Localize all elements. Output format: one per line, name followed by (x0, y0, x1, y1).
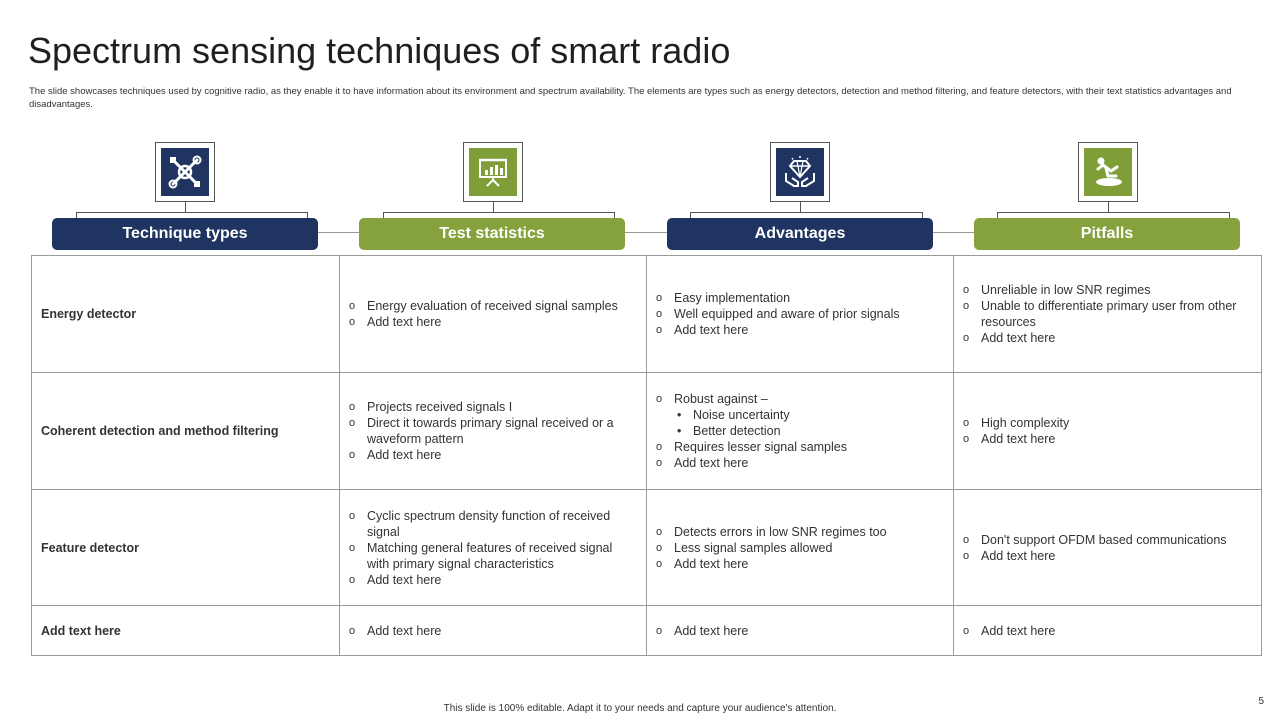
person-falling-icon (1084, 148, 1132, 196)
list-item: o Requires lesser signal samples (655, 439, 941, 455)
advantages-cell (647, 490, 954, 606)
table-row (32, 256, 1262, 373)
list-item-lead: Robust against – (674, 392, 768, 406)
header-test-statistics: Test statistics (359, 218, 625, 250)
test-statistics-cell (340, 490, 647, 606)
list-item: o Add text here (655, 322, 941, 338)
bullet-list (962, 532, 1249, 564)
slide-subtitle: The slide showcases techniques used by cognitive radio, as they enable it to have information about its environment and spectrum availability. The elements are types such as energy detectors, detection and method filtering, and feature detectors, with their text statistics advantages and disadvantages. (29, 86, 1232, 110)
list-item: o Projects received signals I (348, 399, 634, 415)
bullet-list (655, 391, 941, 471)
bullet-list (655, 290, 941, 338)
test-statistics-cell (340, 606, 647, 656)
header-advantages: Advantages (667, 218, 933, 250)
list-item: o Easy implementation (655, 290, 941, 306)
advantages-cell (647, 256, 954, 373)
icon-stem (1108, 202, 1109, 212)
list-item: o Add text here (962, 330, 1249, 346)
icon-stem (800, 202, 801, 212)
presentation-chart-icon (469, 148, 517, 196)
pitfalls-cell (954, 606, 1262, 656)
header-connector-line (185, 232, 1108, 233)
list-item: o Well equipped and aware of prior signals (655, 306, 941, 322)
list-item: o Direct it towards primary signal received or a waveform pattern (348, 415, 634, 447)
list-item: o Add text here (655, 556, 941, 572)
list-item: o Detects errors in low SNR regimes too (655, 524, 941, 540)
list-item: o High complexity (962, 415, 1249, 431)
pitfalls-cell (954, 256, 1262, 373)
icon-stem (493, 202, 494, 212)
slide-title: Spectrum sensing techniques of smart radio (28, 30, 731, 71)
bullet-list (348, 508, 634, 588)
sub-list-item: • Better detection (674, 423, 941, 439)
icon-stem (185, 202, 186, 212)
header-pitfalls: Pitfalls (974, 218, 1240, 250)
list-item: o Add text here (348, 623, 634, 639)
bullet-list (655, 524, 941, 572)
list-item: o Unable to differentiate primary user from other resources (962, 298, 1249, 330)
test-statistics-cell (340, 373, 647, 490)
header-technique-types: Technique types (52, 218, 318, 250)
bullet-list (348, 623, 634, 639)
icon-frame-technique (155, 142, 215, 202)
bullet-list (962, 415, 1249, 447)
tools-cross-icon (161, 148, 209, 196)
list-item: o Cyclic spectrum density function of received signal (348, 508, 634, 540)
icon-frame-pitfalls (1078, 142, 1138, 202)
table-row (32, 373, 1262, 490)
list-item: o Less signal samples allowed (655, 540, 941, 556)
list-item: o Add text here (962, 623, 1249, 639)
table-row (32, 606, 1262, 656)
slide-footer: This slide is 100% editable. Adapt it to your needs and capture your audience's attention. (443, 703, 837, 714)
list-item: o Add text here (962, 548, 1249, 564)
list-item: o Don't support OFDM based communications (962, 532, 1249, 548)
list-item: o Energy evaluation of received signal samples (348, 298, 634, 314)
list-item: o Matching general features of received signal with primary signal characteristics (348, 540, 634, 572)
row-label: Energy detector (32, 256, 340, 373)
row-label: Feature detector (32, 490, 340, 606)
sub-list-item: • Noise uncertainty (674, 407, 941, 423)
advantages-cell (647, 373, 954, 490)
test-statistics-cell (340, 256, 647, 373)
bullet-list (348, 399, 634, 463)
list-item: o Add text here (348, 447, 634, 463)
list-item: o Add text here (655, 623, 941, 639)
list-item: o Add text here (962, 431, 1249, 447)
techniques-table (31, 255, 1262, 656)
page-number: 5 (1258, 696, 1264, 707)
bullet-list (348, 298, 634, 330)
bullet-list (655, 623, 941, 639)
list-item: o Add text here (348, 572, 634, 588)
sub-bullet-list (674, 407, 941, 439)
list-item (655, 391, 941, 439)
pitfalls-cell (954, 373, 1262, 490)
list-item: o Add text here (348, 314, 634, 330)
pitfalls-cell (954, 490, 1262, 606)
diamond-hands-icon (776, 148, 824, 196)
bullet-list (962, 282, 1249, 346)
icon-frame-test-statistics (463, 142, 523, 202)
row-label: Add text here (32, 606, 340, 656)
list-item: o Add text here (655, 455, 941, 471)
list-item: o Unreliable in low SNR regimes (962, 282, 1249, 298)
bullet-list (962, 623, 1249, 639)
advantages-cell (647, 606, 954, 656)
table-row (32, 490, 1262, 606)
icon-frame-advantages (770, 142, 830, 202)
row-label: Coherent detection and method filtering (32, 373, 340, 490)
